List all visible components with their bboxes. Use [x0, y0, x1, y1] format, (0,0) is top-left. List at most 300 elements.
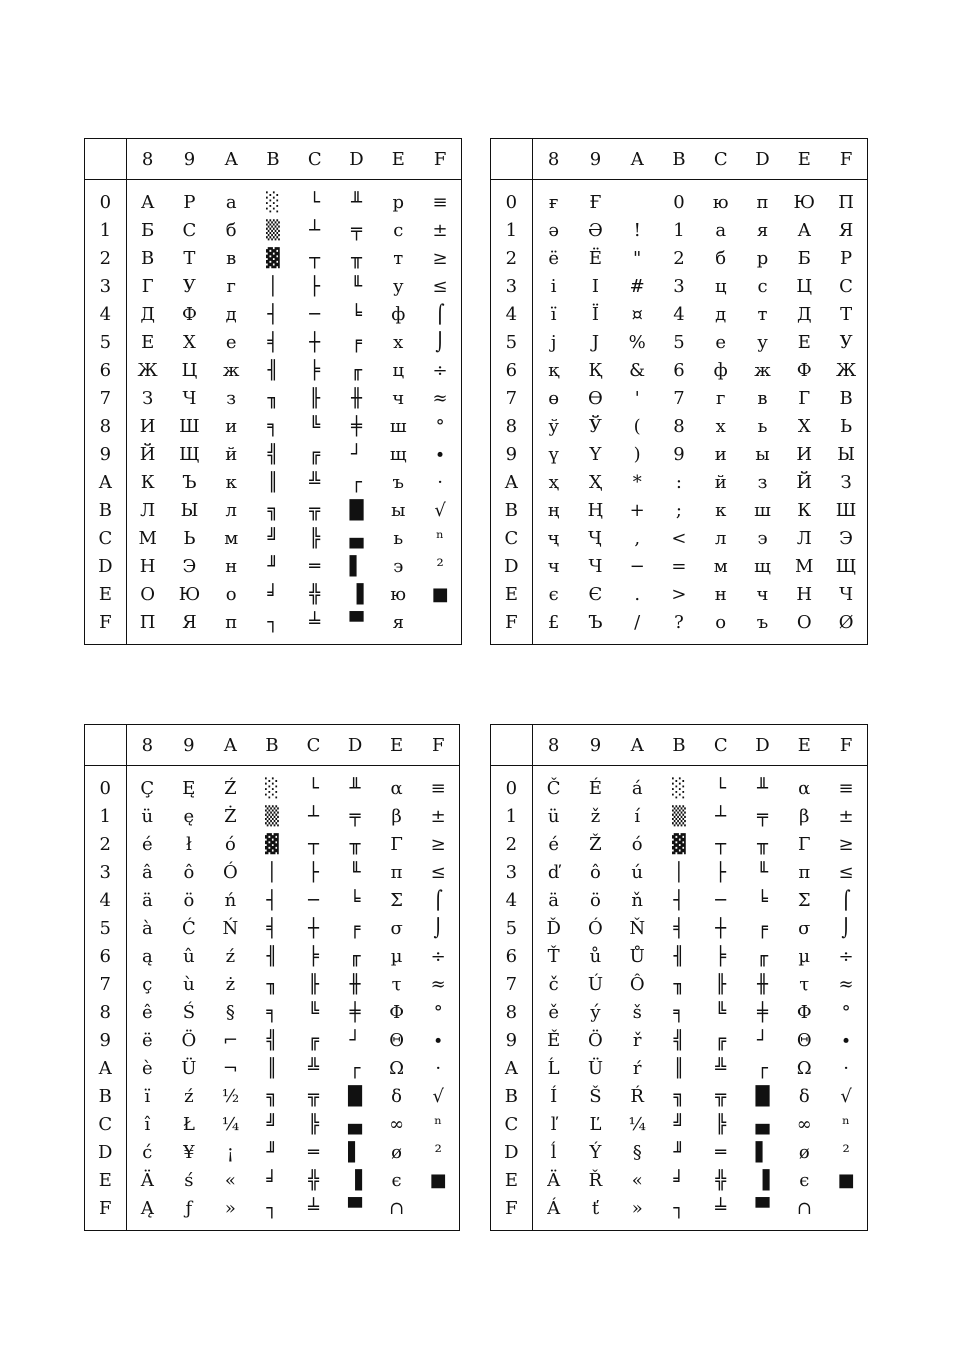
character-cell: Ä — [140, 1169, 154, 1191]
character-cell: Ў — [588, 415, 602, 437]
character-cell: И — [796, 443, 813, 465]
character-cell: ż — [225, 973, 236, 995]
row-header: 9 — [85, 1026, 127, 1054]
row-header: 9 — [491, 1026, 533, 1054]
character-cell: è — [141, 1057, 153, 1079]
character-cell: а — [225, 191, 237, 213]
character-cell: ╟ — [309, 387, 321, 409]
character-cell: ⁿ — [436, 527, 444, 549]
character-cell: ▌ — [755, 1141, 770, 1163]
character-cell: ╟ — [715, 973, 727, 995]
character-cell: ü — [547, 805, 560, 827]
character-cell: Ш — [835, 499, 857, 521]
character-cell: Ŕ — [630, 1085, 644, 1107]
character-cell: в — [757, 387, 768, 409]
character-cell: ║ — [267, 471, 279, 493]
character-cell: ╨ — [757, 777, 768, 799]
character-cell: ┬ — [309, 247, 321, 269]
column-header: 8 — [532, 725, 574, 766]
character-cell: ⌡ — [841, 917, 851, 939]
character-cell: е — [225, 331, 237, 353]
character-cell: к — [225, 471, 237, 493]
character-cell: ╠ — [715, 1113, 727, 1135]
character-cell: & — [629, 359, 646, 381]
character-cell: √ — [840, 1085, 852, 1107]
character-cell: Щ — [179, 443, 200, 465]
column-header: D — [334, 725, 376, 766]
character-cell: ╣ — [267, 443, 279, 465]
character-cell: ě — [548, 1001, 559, 1023]
character-cell: ╫ — [757, 973, 768, 995]
character-cell: л — [715, 527, 727, 549]
row-header: 1 — [85, 216, 127, 244]
character-cell: б — [715, 247, 727, 269]
character-cell: Ž — [589, 833, 602, 855]
character-cell: ⌠ — [841, 889, 851, 911]
character-cell: ▀ — [348, 1197, 362, 1219]
character-cell: ¼ — [221, 1113, 240, 1135]
character-cell: ² — [434, 1141, 442, 1163]
character-cell: ≥ — [432, 247, 448, 269]
character-cell: − — [629, 555, 645, 577]
character-cell: Ҳ — [589, 471, 602, 493]
character-cell: ∙ — [841, 1029, 851, 1051]
character-cell: о — [225, 583, 237, 605]
character-cell: г — [716, 387, 726, 409]
row-header: 2 — [85, 244, 127, 272]
character-cell: ö — [590, 889, 601, 911]
character-cell: ╢ — [673, 945, 685, 967]
row-header: 6 — [85, 942, 127, 970]
character-cell: ň — [631, 889, 643, 911]
column-header: 9 — [575, 139, 617, 180]
row-header: E — [491, 580, 533, 608]
character-cell: ╠ — [308, 1113, 319, 1135]
row-header: C — [491, 1110, 533, 1138]
column-header: B — [658, 725, 700, 766]
character-cell: α — [390, 777, 403, 799]
character-cell: Ч — [588, 555, 603, 577]
character-cell: ∙ — [435, 443, 445, 465]
character-cell: ║ — [266, 1057, 278, 1079]
character-cell: ï — [144, 1085, 151, 1107]
character-cell: Ё — [588, 247, 602, 269]
corner-cell — [491, 139, 533, 180]
character-cell: ▓ — [266, 247, 280, 269]
character-cell: ° — [433, 1001, 443, 1023]
character-cell: Ö — [181, 1029, 197, 1051]
row-header: D — [491, 1138, 533, 1166]
character-cell: █ — [349, 499, 364, 521]
table-row — [491, 580, 868, 608]
character-cell: ч — [392, 387, 405, 409]
table-row — [85, 830, 460, 858]
character-cell: і — [550, 275, 557, 297]
character-cell: В — [839, 387, 853, 409]
character-cell: Á — [547, 1197, 561, 1219]
character-cell: ∞ — [796, 1113, 812, 1135]
character-cell: й — [225, 443, 238, 465]
character-cell: Γ — [798, 833, 811, 855]
character-cell — [825, 1194, 867, 1231]
character-cell: Í — [550, 1085, 558, 1107]
character-cell: ╡ — [267, 331, 279, 353]
character-cell: Т — [183, 247, 196, 269]
character-cell: » — [224, 1197, 236, 1219]
row-header: 5 — [85, 328, 127, 356]
character-cell: · — [437, 471, 443, 493]
character-cell: с — [757, 275, 768, 297]
character-cell: ░ — [672, 777, 686, 799]
table-row — [85, 886, 460, 914]
character-cell: ' — [634, 387, 640, 409]
character-cell: └ — [715, 777, 727, 799]
table-row — [491, 552, 868, 580]
character-cell: З — [840, 471, 852, 493]
character-cell: ╗ — [673, 1085, 685, 1107]
character-cell: Ә — [588, 219, 603, 241]
character-cell: ! — [633, 219, 641, 241]
row-header: 3 — [491, 858, 533, 886]
character-cell: 4 — [673, 303, 685, 325]
column-header: C — [700, 139, 742, 180]
character-cell: Ż — [224, 805, 237, 827]
character-cell: т — [393, 247, 404, 269]
character-cell: ▌ — [348, 1141, 362, 1163]
column-header: A — [210, 725, 252, 766]
character-cell: ╔ — [715, 1029, 727, 1051]
table-row — [491, 412, 868, 440]
character-cell: ╚ — [715, 1001, 727, 1023]
character-cell: ю — [712, 191, 729, 213]
character-cell: Ř — [588, 1169, 603, 1191]
row-header: 8 — [85, 998, 127, 1026]
character-cell: τ — [799, 973, 810, 995]
character-cell: ╝ — [266, 1113, 278, 1135]
row-header: F — [85, 608, 127, 645]
character-cell: ∩ — [796, 1197, 812, 1219]
character-cell: ∙ — [433, 1029, 443, 1051]
character-cell: ď — [547, 861, 560, 883]
column-header: A — [210, 139, 252, 180]
row-header: E — [85, 580, 127, 608]
character-cell: Ң — [587, 499, 604, 521]
character-cell: Ш — [179, 415, 200, 437]
row-header: 4 — [491, 886, 533, 914]
corner-cell — [85, 725, 127, 766]
character-cell: Ó — [588, 917, 603, 939]
character-cell: ¬ — [222, 1057, 238, 1079]
character-cell: ≈ — [838, 973, 854, 995]
row-header: 6 — [85, 356, 127, 384]
table-row — [85, 802, 460, 830]
character-cell: ╩ — [308, 1057, 319, 1079]
character-cell: â — [141, 861, 153, 883]
row-header: F — [491, 608, 533, 645]
character-cell: ═ — [715, 1141, 727, 1163]
character-cell: ä — [548, 889, 560, 911]
character-cell: √ — [432, 1085, 444, 1107]
character-cell: т — [757, 303, 768, 325]
character-cell: . — [634, 583, 641, 605]
character-cell: ÷ — [432, 359, 448, 381]
character-cell: Ф — [181, 303, 197, 325]
character-cell: щ — [754, 555, 771, 577]
character-cell: О — [140, 583, 156, 605]
character-cell: ▄ — [348, 1113, 362, 1135]
row-header: 2 — [85, 830, 127, 858]
column-header: B — [252, 139, 294, 180]
character-cell: Ś — [182, 1001, 196, 1023]
table-row — [491, 608, 868, 645]
character-cell: з — [757, 471, 768, 493]
character-cell: Ф — [796, 359, 812, 381]
character-cell: ╒ — [351, 331, 362, 353]
table-row — [491, 1110, 868, 1138]
character-cell: ─ — [715, 889, 727, 911]
character-cell: ž — [590, 805, 601, 827]
row-header: A — [491, 468, 533, 496]
character-cell: └ — [308, 777, 319, 799]
character-cell: щ — [389, 443, 407, 465]
character-cell: δ — [798, 1085, 810, 1107]
character-cell: ╕ — [267, 415, 279, 437]
character-cell: à — [141, 917, 153, 939]
table-row — [85, 272, 462, 300]
character-cell: Ą — [140, 1197, 154, 1219]
table-row — [85, 1110, 460, 1138]
table-row — [491, 1026, 868, 1054]
character-cell: є — [799, 1169, 810, 1191]
character-cell: ╓ — [351, 359, 362, 381]
character-cell: ■ — [429, 1169, 447, 1191]
character-cell: ■ — [431, 583, 449, 605]
table-row — [491, 1166, 868, 1194]
character-cell: ╥ — [351, 247, 362, 269]
table-row — [85, 216, 462, 244]
character-cell: Д — [796, 303, 812, 325]
character-cell: ┴ — [715, 805, 727, 827]
row-header: A — [491, 1054, 533, 1082]
character-cell: Қ — [588, 359, 603, 381]
table-row — [491, 300, 868, 328]
character-cell: в — [226, 247, 237, 269]
character-cell: ╠ — [309, 527, 321, 549]
character-cell: п — [225, 611, 238, 633]
character-cell: é — [548, 833, 559, 855]
character-cell: í — [634, 805, 641, 827]
character-cell: ╕ — [673, 1001, 685, 1023]
character-cell: с — [393, 219, 404, 241]
character-cell: Б — [797, 247, 811, 269]
character-cell: ╕ — [266, 1001, 278, 1023]
character-cell: Ľ — [589, 1113, 602, 1135]
character-cell: К — [140, 471, 155, 493]
character-cell: ╪ — [757, 1001, 768, 1023]
table-row — [85, 496, 462, 524]
character-cell: Φ — [796, 1001, 812, 1023]
row-header: 9 — [491, 440, 533, 468]
character-cell: ж — [754, 359, 771, 381]
character-cell: ә — [548, 219, 559, 241]
character-cell: µ — [798, 945, 811, 967]
character-cell: # — [629, 275, 645, 297]
character-cell: ( — [633, 415, 641, 437]
row-header: 8 — [85, 412, 127, 440]
character-cell: ы — [391, 499, 406, 521]
row-header: 3 — [491, 272, 533, 300]
character-cell: ┴ — [308, 805, 319, 827]
character-cell: ░ — [265, 777, 279, 799]
row-header: 3 — [85, 272, 127, 300]
character-cell: , — [634, 527, 641, 549]
row-header: 0 — [85, 180, 127, 217]
character-cell: ┐ — [673, 1197, 685, 1219]
character-cell: │ — [673, 861, 685, 883]
character-cell — [417, 1194, 459, 1231]
character-cell: Я — [838, 219, 854, 241]
character-cell: Ý — [589, 1141, 602, 1163]
column-header: F — [417, 725, 459, 766]
character-cell: ± — [432, 219, 448, 241]
character-cell: £ — [547, 611, 560, 633]
character-cell: ² — [436, 555, 444, 577]
character-cell: ь — [757, 415, 768, 437]
character-cell: ╛ — [266, 1169, 278, 1191]
character-cell: ┐ — [266, 1197, 278, 1219]
character-cell: ▐ — [348, 1169, 362, 1191]
header-row — [85, 725, 460, 766]
character-cell: Ä — [547, 1169, 561, 1191]
table-row — [491, 216, 868, 244]
character-cell: ý — [590, 1001, 601, 1023]
table-row — [85, 524, 462, 552]
character-cell: ╘ — [757, 889, 768, 911]
character-cell: Γ — [390, 833, 403, 855]
character-cell: Ě — [547, 1029, 561, 1051]
character-cell: ? — [674, 611, 684, 633]
character-cell: ± — [838, 805, 854, 827]
character-cell: ╤ — [757, 805, 768, 827]
character-cell: ┘ — [757, 1029, 768, 1051]
column-header: 9 — [575, 725, 617, 766]
character-cell: Ω — [389, 1057, 405, 1079]
character-cell: ö — [183, 889, 195, 911]
corner-cell — [85, 139, 127, 180]
character-cell: Θ — [389, 1029, 404, 1051]
row-header: A — [85, 468, 127, 496]
character-cell: ø — [391, 1141, 403, 1163]
table-row — [491, 970, 868, 998]
character-cell: Е — [141, 331, 155, 353]
character-cell: ř — [632, 1029, 642, 1051]
character-cell: Ů — [629, 945, 645, 967]
character-cell: ⌠ — [433, 889, 443, 911]
character-cell: 1 — [673, 219, 685, 241]
character-cell: ░ — [266, 191, 280, 213]
row-header: C — [85, 524, 127, 552]
character-cell: У — [182, 275, 196, 297]
character-cell: и — [225, 415, 238, 437]
character-cell: Ü — [587, 1057, 604, 1079]
character-cell: ү — [548, 443, 559, 465]
character-cell: ┴ — [309, 219, 321, 241]
row-header: E — [85, 1166, 127, 1194]
character-cell: ⁿ — [434, 1113, 443, 1135]
character-cell: И — [139, 415, 156, 437]
character-cell: ≈ — [432, 387, 448, 409]
character-cell: ├ — [309, 275, 321, 297]
character-cell: ц — [714, 275, 727, 297]
character-cell: « — [631, 1169, 643, 1191]
table-row — [85, 384, 462, 412]
character-cell: В — [141, 247, 155, 269]
character-cell: Φ — [389, 1001, 404, 1023]
character-cell: § — [225, 1001, 235, 1023]
character-cell: є — [391, 1169, 402, 1191]
character-cell: б — [225, 219, 237, 241]
character-cell: К — [797, 499, 812, 521]
character-cell: ° — [435, 415, 445, 437]
character-cell: и — [714, 443, 727, 465]
table-row — [491, 802, 868, 830]
character-cell: ┤ — [267, 303, 279, 325]
corner-cell — [491, 725, 533, 766]
character-cell: ź — [225, 945, 236, 967]
character-cell: ╬ — [308, 1169, 319, 1191]
character-cell: ╢ — [267, 359, 279, 381]
character-cell: ╖ — [266, 973, 278, 995]
character-cell: ╦ — [309, 499, 321, 521]
character-cell: ø — [798, 1141, 810, 1163]
character-cell: н — [225, 555, 238, 577]
character-cell: Š — [589, 1085, 602, 1107]
row-header: 7 — [491, 970, 533, 998]
character-cell: Э — [182, 555, 197, 577]
table-row — [491, 766, 868, 803]
character-cell: М — [795, 555, 814, 577]
character-cell: ä — [141, 889, 153, 911]
column-header: E — [376, 725, 418, 766]
table-row — [491, 886, 868, 914]
character-cell: ▒ — [672, 805, 686, 827]
character-cell: ╙ — [757, 861, 768, 883]
character-cell: Ї — [591, 303, 599, 325]
character-cell: ╩ — [309, 471, 321, 493]
character-cell: ╜ — [673, 1141, 685, 1163]
character-cell: Ø — [838, 611, 854, 633]
character-cell: Ô — [629, 973, 645, 995]
character-cell: ╘ — [349, 889, 361, 911]
character-cell: ü — [141, 805, 154, 827]
character-cell: з — [226, 387, 237, 409]
character-cell: ═ — [309, 555, 321, 577]
column-header: E — [783, 725, 825, 766]
character-cell: г — [226, 275, 236, 297]
character-cell: ń — [224, 889, 237, 911]
character-cell: ┬ — [308, 833, 319, 855]
character-cell: Ĺ — [547, 1057, 560, 1079]
header-row — [85, 139, 462, 180]
character-cell: ╩ — [715, 1057, 727, 1079]
row-header: 8 — [491, 412, 533, 440]
character-cell: ┼ — [309, 331, 321, 353]
character-cell: ў — [548, 415, 559, 437]
character-cell: Ń — [222, 917, 239, 939]
character-cell: ╙ — [351, 275, 362, 297]
character-cell: Б — [141, 219, 155, 241]
column-header: C — [293, 725, 335, 766]
